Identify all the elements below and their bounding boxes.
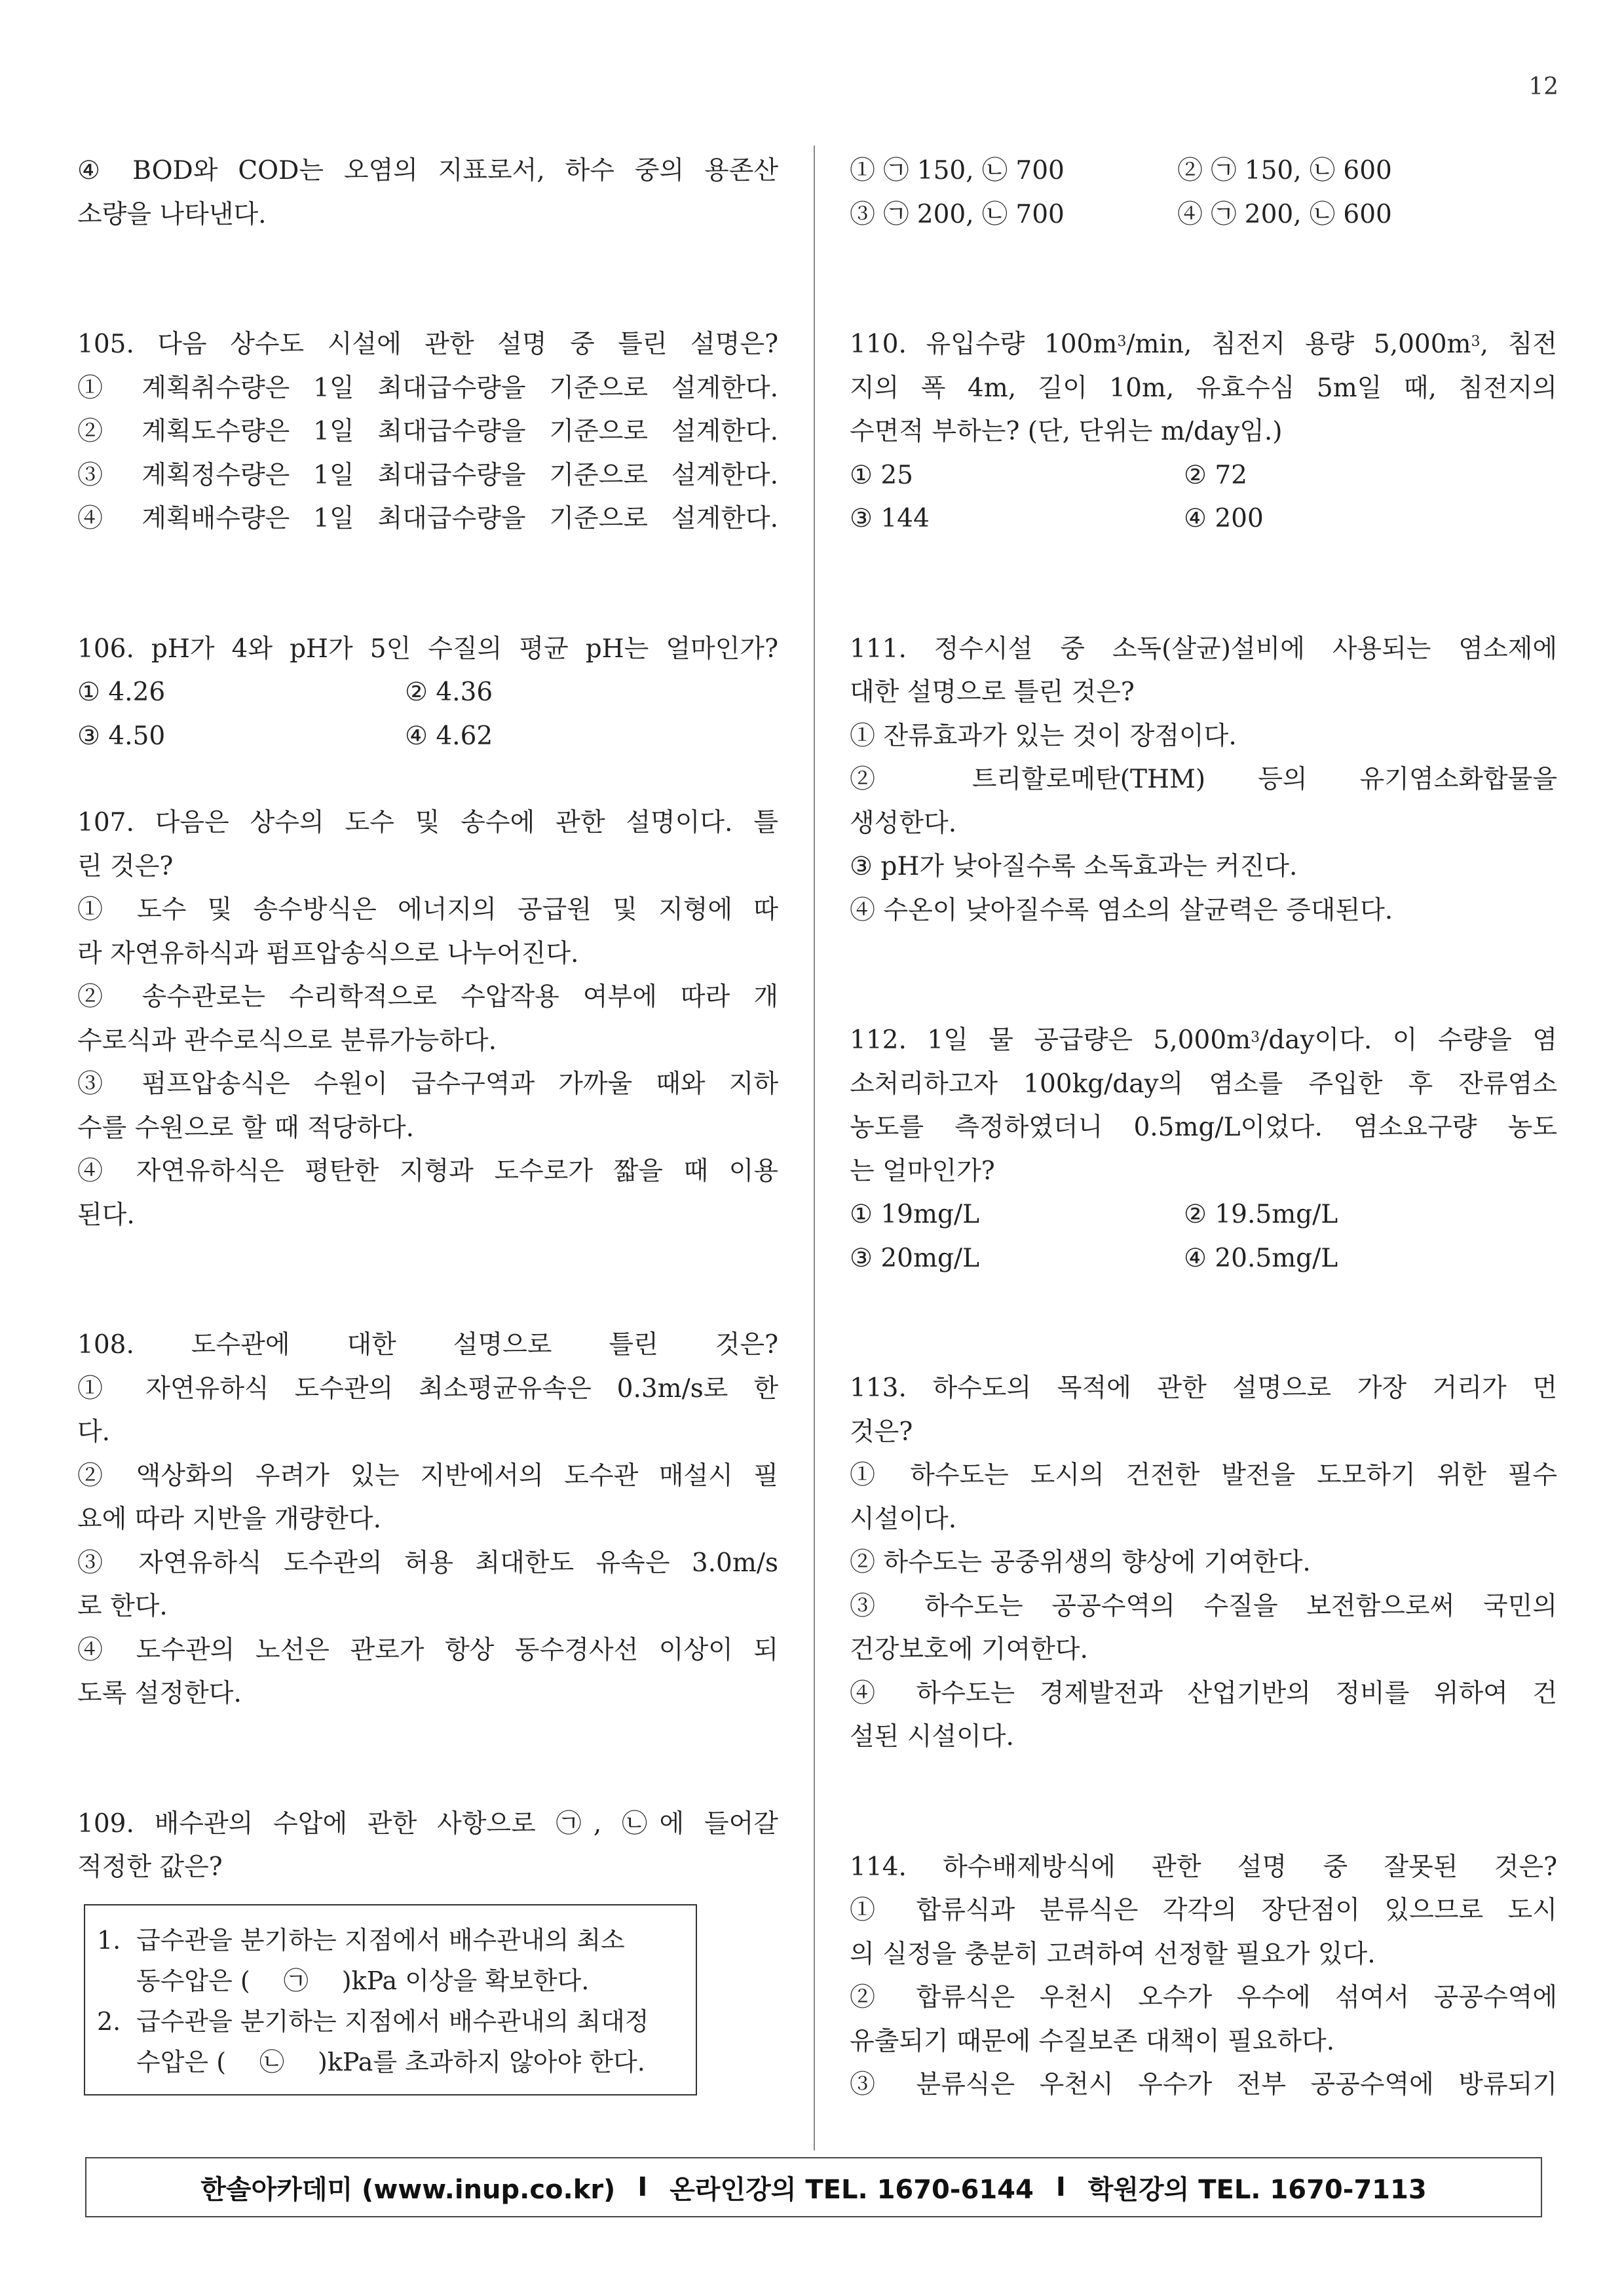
blank-marker: ㉠ — [283, 1966, 309, 1995]
option-3: ③ 4.50 — [77, 721, 166, 751]
online-lecture-phone: 온라인강의 TEL. 1670-6144 — [670, 2174, 1034, 2205]
question-113 — [850, 1367, 1557, 1759]
question-stem: 106. pH가 4와 pH가 5인 수질의 평균 pH는 얼마인가? — [77, 634, 778, 664]
question-104-tail — [77, 149, 778, 237]
option-3: ③ 펌프압송식은 수원이 급수구역과 가까울 때와 지하 — [77, 1069, 778, 1099]
option-2: ② 액상화의 우려가 있는 지반에서의 도수관 매설시 필 — [77, 1461, 778, 1491]
footer-banner — [85, 2157, 1542, 2217]
option-4: ④ 계획배수량은 1일 최대급수량을 기준으로 설계한다. — [77, 504, 778, 533]
option-4: ④ 자연유하식은 평탄한 지형과 도수로가 짧을 때 이용 — [77, 1157, 778, 1186]
question-110 — [850, 323, 1557, 541]
question-stem: 107. 다음은 상수의 도수 및 송수에 관한 설명이다. 틀 — [77, 808, 778, 837]
option-2: ② 72 — [1184, 460, 1247, 490]
option-2: ② 합류식은 우천시 오수가 우수에 섞여서 공공수역에 — [850, 1983, 1557, 2012]
option-2: ② ㉠ 150, ㉡ 600 — [1177, 156, 1392, 185]
item-number: 2. — [97, 2006, 121, 2036]
option-1: ① ㉠ 150, ㉡ 700 — [850, 156, 1065, 185]
footer-separator: I — [1055, 2172, 1066, 2202]
question-stem: 111. 정수시설 중 소독(살균)설비에 사용되는 염소제에 — [850, 634, 1557, 664]
question-stem: 113. 하수도의 목적에 관한 설명으로 가장 거리가 먼 — [850, 1373, 1557, 1403]
academy-name: 한솔아카데미 (www.inup.co.kr) — [200, 2174, 616, 2205]
option-1: ① 합류식과 분류식은 각각의 장단점이 있으므로 도시 — [850, 1896, 1557, 1925]
question-111 — [850, 628, 1557, 933]
option-2: 유출되기 때문에 수질보존 대책이 필요하다. — [850, 2026, 1335, 2056]
option-1: ① 자연유하식 도수관의 최소평균유속은 0.3m/s로 한 — [77, 1373, 778, 1404]
option-1: ① 4.26 — [77, 678, 166, 707]
question-stem: 농도를 측정하였더니 0.5mg/L이었다. 염소요구량 농도 — [850, 1113, 1557, 1142]
option-4: 도록 설정한다. — [77, 1679, 242, 1708]
option-line: 소량을 나타낸다. — [77, 199, 267, 229]
box-line: 급수관을 분기하는 지점에서 배수관내의 최소 — [136, 1925, 625, 1955]
option-3: ③ 144 — [850, 504, 930, 533]
option-2: 생성한다. — [850, 808, 957, 838]
option-2: 수로식과 관수로식으로 분류가능하다. — [77, 1025, 497, 1056]
option-3: 로 한다. — [77, 1592, 168, 1621]
question-stem: 109. 배수관의 수압에 관한 사항으로 ㉠, ㉡에 들어갈 — [77, 1808, 778, 1839]
condition-box — [84, 1904, 697, 2095]
box-line: )kPa 이상을 확보한다. — [341, 1966, 590, 1995]
question-112 — [850, 1019, 1557, 1280]
option-4: ④ 하수도는 경제발전과 산업기반의 정비를 위하여 건 — [850, 1678, 1557, 1708]
option-4: ④ 도수관의 노선은 관로가 항상 동수경사선 이상이 되 — [77, 1635, 778, 1665]
option-4: ④ 20.5mg/L — [1184, 1243, 1338, 1273]
option-3: ③ pH가 낮아질수록 소독효과는 커진다. — [850, 852, 1298, 881]
column-divider — [814, 145, 815, 2151]
option-1: ① 계획취수량은 1일 최대급수량을 기준으로 설계한다. — [77, 373, 778, 403]
option-2: ② 송수관로는 수리학적으로 수압작용 여부에 따라 개 — [77, 982, 778, 1012]
option-line: ④ BOD와 COD는 오염의 지표로서, 하수 중의 용존산 — [77, 156, 778, 185]
question-stem: 112. 1일 물 공급량은 $5,000m^3$/day이다. 이 수량을 염 — [850, 1025, 1557, 1055]
option-1: ① 도수 및 송수방식은 에너지의 공급원 및 지형에 따 — [77, 895, 778, 925]
question-stem: 적정한 값은? — [77, 1852, 223, 1882]
option-3: ③ 자연유하식 도수관의 허용 최대한도 유속은 3.0m/s — [77, 1548, 778, 1578]
option-1: 시설이다. — [850, 1504, 957, 1534]
question-stem: 105. 다음 상수도 시설에 관한 설명 중 틀린 설명은? — [77, 330, 778, 359]
option-1: 라 자연유하식과 펌프압송식으로 나누어진다. — [77, 938, 579, 968]
option-1: 다. — [77, 1417, 111, 1447]
question-106 — [77, 628, 778, 759]
option-1: 의 실정을 충분히 고려하여 선정할 필요가 있다. — [850, 1939, 1376, 1969]
page-number: 12 — [1528, 73, 1558, 100]
option-2: ② 하수도는 공중위생의 향상에 기여한다. — [850, 1548, 1311, 1577]
option-3: 건강보호에 기여한다. — [850, 1635, 1088, 1664]
question-stem: 린 것은? — [77, 851, 174, 881]
option-4: ④ 200 — [1184, 504, 1264, 533]
question-stem: 지의 폭 4m, 길이 10m, 유효수심 5m일 때, 침전지의 — [850, 373, 1557, 403]
left-column — [77, 149, 778, 2095]
option-4: ④ 4.62 — [405, 721, 493, 751]
question-stem: 108. 도수관에 대한 설명으로 틀린 것은? — [77, 1330, 778, 1360]
question-stem: 114. 하수배제방식에 관한 설명 중 잘못된 것은? — [850, 1852, 1557, 1882]
question-stem: 것은? — [850, 1417, 913, 1447]
box-line: 급수관을 분기하는 지점에서 배수관내의 최대정 — [136, 2006, 649, 2036]
option-3: ③ 계획정수량은 1일 최대급수량을 기준으로 설계한다. — [77, 460, 778, 490]
option-1: ① 잔류효과가 있는 것이 장점이다. — [850, 721, 1237, 751]
option-4: ④ 수온이 낮아질수록 염소의 살균력은 증대된다. — [850, 895, 1393, 925]
question-114 — [850, 1846, 1557, 2107]
question-109-options — [850, 149, 1557, 237]
box-line: )kPa를 초과하지 않아야 한다. — [318, 2047, 645, 2076]
option-4: 된다. — [77, 1200, 135, 1230]
box-line: 동수압은 ( — [136, 1966, 250, 1995]
option-3: ③ 20mg/L — [850, 1243, 979, 1273]
option-2: ② 계획도수량은 1일 최대급수량을 기준으로 설계한다. — [77, 417, 778, 446]
option-3: ③ ㉠ 200, ㉡ 700 — [850, 199, 1065, 229]
option-1: ① 25 — [850, 460, 913, 490]
footer-separator: I — [637, 2172, 648, 2202]
question-108 — [77, 1324, 778, 1716]
box-line: 수압은 ( — [136, 2047, 227, 2076]
question-stem: 는 얼마인가? — [850, 1156, 995, 1186]
academy-lecture-phone: 학원강의 TEL. 1670-7113 — [1087, 2174, 1427, 2205]
question-stem: 대한 설명으로 틀린 것은? — [850, 678, 1135, 707]
option-2: ② 19.5mg/L — [1184, 1200, 1338, 1229]
question-105 — [77, 323, 778, 541]
question-stem: 110. 유입수량 $100m^3/\min$, 침전지 용량 $5,000m^3$, 침전 — [850, 330, 1557, 359]
question-stem: 수면적 부하는? (단, 단위는 m/day임.) — [850, 417, 1283, 446]
option-2: 요에 따라 지반을 개량한다. — [77, 1504, 382, 1534]
option-4: 설된 시설이다. — [850, 1722, 1014, 1751]
option-2: ② 4.36 — [405, 678, 493, 707]
question-stem: 소처리하고자 100kg/day의 염소를 주입한 후 잔류염소 — [850, 1069, 1557, 1099]
option-3: 수를 수원으로 할 때 적당하다. — [77, 1113, 415, 1143]
question-109 — [77, 1803, 778, 2095]
option-2: ② 트리할로메탄(THM) 등의 유기염소화합물을 — [850, 765, 1557, 794]
blank-marker: ㉡ — [259, 2047, 285, 2076]
option-1: ① 19mg/L — [850, 1200, 979, 1229]
right-column — [850, 149, 1557, 2107]
option-1: ① 하수도는 도시의 건전한 발전을 도모하기 위한 필수 — [850, 1461, 1557, 1490]
item-number: 1. — [97, 1925, 121, 1955]
option-4: ④ ㉠ 200, ㉡ 600 — [1177, 199, 1392, 229]
question-107 — [77, 801, 778, 1237]
option-3: ③ 분류식은 우천시 우수가 전부 공공수역에 방류되기 — [850, 2070, 1557, 2099]
option-3: ③ 하수도는 공공수역의 수질을 보전함으로써 국민의 — [850, 1591, 1557, 1621]
